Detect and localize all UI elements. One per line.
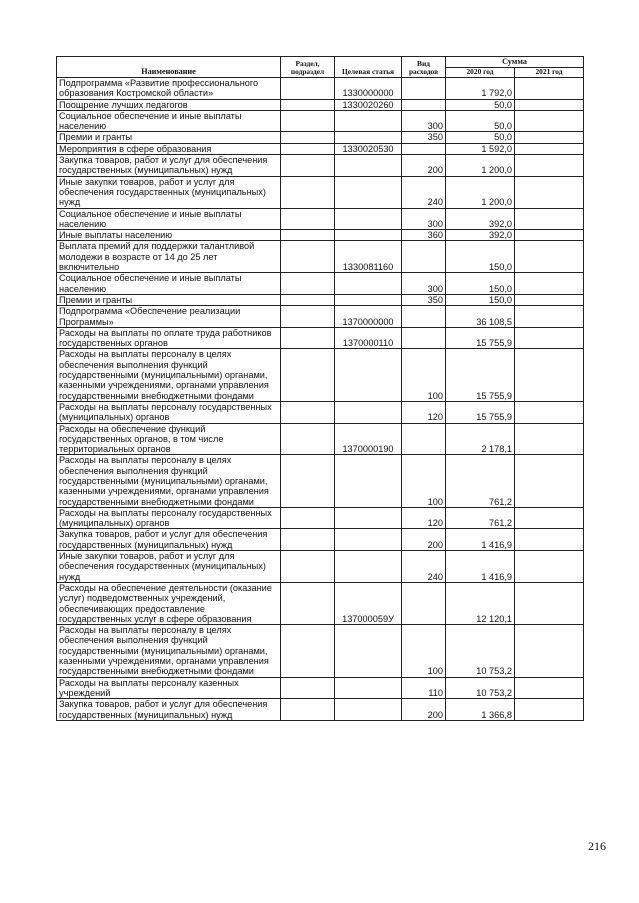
cell-y2020: 2 178,1 [446,423,515,455]
cell-type: 300 [402,273,446,295]
cell-target [335,625,402,677]
budget-table [56,56,584,721]
cell-y2021 [515,294,584,305]
table-row [57,529,584,551]
cell-y2020: 12 120,1 [446,582,515,624]
cell-y2020: 761,2 [446,455,515,507]
cell-section [281,78,335,100]
cell-target: 1330020260 [335,99,402,110]
cell-name: Премии и гранты [57,132,281,143]
cell-type [402,327,446,349]
cell-name: Выплата премий для поддержки талантливой молодежи в возрасте от 14 до 25 лет включительно [57,241,281,273]
cell-y2021 [515,155,584,177]
cell-y2021 [515,176,584,208]
cell-section [281,273,335,295]
cell-type: 300 [402,110,446,132]
table-row [57,327,584,349]
cell-name: Расходы на обеспечение деятельности (оказание услуг) подведомственных учреждений, обеспечивающих предоставление государственных услуг в сфере образования [57,582,281,624]
cell-name: Мероприятия в сфере образования [57,143,281,154]
cell-name: Расходы на выплаты по оплате труда работников государственных органов [57,327,281,349]
cell-y2020: 15 755,9 [446,401,515,423]
cell-y2021 [515,529,584,551]
cell-section [281,349,335,401]
cell-section [281,625,335,677]
cell-y2021 [515,99,584,110]
page-number: 216 [588,839,606,853]
cell-target [335,155,402,177]
table-row [57,551,584,583]
cell-section [281,529,335,551]
cell-y2020: 50,0 [446,132,515,143]
cell-section [281,582,335,624]
cell-name: Подпрограмма «Обеспечение реализации Программы» [57,306,281,328]
table-row [57,349,584,401]
cell-target [335,273,402,295]
cell-y2021 [515,143,584,154]
cell-section [281,455,335,507]
cell-y2020: 1 792,0 [446,78,515,100]
cell-y2021 [515,582,584,624]
cell-type: 200 [402,155,446,177]
cell-y2020: 1 366,8 [446,699,515,721]
cell-type: 240 [402,176,446,208]
cell-name: Расходы на выплаты персоналу казенных учреждений [57,677,281,699]
cell-y2021 [515,625,584,677]
header-sum: Сумма [446,57,584,68]
cell-y2021 [515,507,584,529]
header-name: Наименование [57,57,281,78]
cell-y2021 [515,241,584,273]
table-row [57,78,584,100]
cell-section [281,306,335,328]
cell-y2020: 761,2 [446,507,515,529]
cell-target [335,699,402,721]
cell-type: 110 [402,677,446,699]
cell-type [402,99,446,110]
cell-y2021 [515,423,584,455]
table-row [57,423,584,455]
cell-section [281,208,335,230]
cell-target [335,349,402,401]
cell-target [335,294,402,305]
cell-y2021 [515,132,584,143]
cell-section [281,143,335,154]
cell-y2020: 150,0 [446,273,515,295]
cell-section [281,99,335,110]
cell-type: 100 [402,455,446,507]
cell-type [402,143,446,154]
cell-target [335,401,402,423]
cell-name: Расходы на выплаты персоналу государственных (муниципальных) органов [57,507,281,529]
cell-section [281,507,335,529]
cell-type: 300 [402,208,446,230]
table-row [57,110,584,132]
table-row [57,230,584,241]
cell-y2021 [515,401,584,423]
cell-y2021 [515,677,584,699]
cell-y2020: 1 200,0 [446,155,515,177]
cell-name: Расходы на выплаты персоналу в целях обеспечения выполнения функций государственными (муниципальными) органами, казенными учреждениями, органами управления государственными внебюджетными фондами [57,455,281,507]
cell-y2021 [515,551,584,583]
header-year-2020: 2020 год [446,68,515,78]
cell-type [402,582,446,624]
table-row [57,132,584,143]
cell-y2021 [515,699,584,721]
table-row [57,155,584,177]
cell-y2021 [515,110,584,132]
cell-name: Закупка товаров, работ и услуг для обеспечения государственных (муниципальных) нужд [57,529,281,551]
cell-type: 200 [402,699,446,721]
cell-name: Премии и гранты [57,294,281,305]
cell-section [281,110,335,132]
table-row [57,294,584,305]
cell-type [402,306,446,328]
cell-target [335,529,402,551]
table-row [57,143,584,154]
cell-y2020: 150,0 [446,241,515,273]
cell-type [402,241,446,273]
cell-type: 120 [402,507,446,529]
cell-y2020: 1 416,9 [446,551,515,583]
cell-section [281,423,335,455]
cell-name: Социальное обеспечение и иные выплаты населению [57,208,281,230]
table-row [57,99,584,110]
cell-target [335,551,402,583]
table-header [57,57,584,78]
cell-name: Иные закупки товаров, работ и услуг для обеспечения государственных (муниципальных) нужд [57,551,281,583]
cell-type: 120 [402,401,446,423]
cell-name: Расходы на выплаты персоналу в целях обеспечения выполнения функций государственными (муниципальными) органами, казенными учреждениями, органами управления государственными внебюджетными фондами [57,625,281,677]
header-year-2021: 2021 год [515,68,584,78]
table-row [57,455,584,507]
cell-section [281,241,335,273]
cell-section [281,176,335,208]
cell-target: 137000059У [335,582,402,624]
cell-y2021 [515,306,584,328]
cell-y2021 [515,455,584,507]
cell-y2021 [515,230,584,241]
cell-y2020: 10 753,2 [446,677,515,699]
table-body [57,78,584,721]
cell-y2020: 50,0 [446,99,515,110]
table-row [57,582,584,624]
cell-name: Расходы на обеспечение функций государственных органов, в том числе территориальных органов [57,423,281,455]
cell-section [281,155,335,177]
table-row [57,241,584,273]
cell-section [281,230,335,241]
cell-type: 350 [402,132,446,143]
table-row [57,306,584,328]
cell-target [335,507,402,529]
table-row [57,401,584,423]
cell-target [335,455,402,507]
cell-target [335,132,402,143]
cell-name: Социальное обеспечение и иные выплаты населению [57,273,281,295]
cell-name: Расходы на выплаты персоналу в целях обеспечения выполнения функций государственными (муниципальными) органами, казенными учреждениями, органами управления государственными внебюджетными фондами [57,349,281,401]
cell-y2021 [515,78,584,100]
cell-target [335,110,402,132]
cell-name: Поощрение лучших педагогов [57,99,281,110]
cell-name: Закупка товаров, работ и услуг для обеспечения государственных (муниципальных) нужд [57,155,281,177]
cell-target: 1370000190 [335,423,402,455]
cell-y2020: 1 416,9 [446,529,515,551]
cell-type: 200 [402,529,446,551]
cell-section [281,699,335,721]
cell-type: 350 [402,294,446,305]
cell-target: 1330000000 [335,78,402,100]
table-row [57,208,584,230]
cell-section [281,401,335,423]
cell-target: 1370000110 [335,327,402,349]
cell-y2020: 15 755,9 [446,327,515,349]
cell-y2021 [515,327,584,349]
cell-target [335,208,402,230]
table-row [57,625,584,677]
cell-section [281,677,335,699]
table-row [57,507,584,529]
cell-name: Иные закупки товаров, работ и услуг для обеспечения государственных (муниципальных) нужд [57,176,281,208]
cell-y2020: 10 753,2 [446,625,515,677]
header-target: Целевая статья [335,57,402,78]
cell-section [281,132,335,143]
cell-type: 240 [402,551,446,583]
header-section: Раздел, подраздел [281,57,335,78]
table-row [57,176,584,208]
cell-type [402,78,446,100]
cell-y2020: 392,0 [446,230,515,241]
table-row [57,699,584,721]
cell-y2020: 15 755,9 [446,349,515,401]
cell-target [335,230,402,241]
cell-y2020: 392,0 [446,208,515,230]
cell-type: 360 [402,230,446,241]
cell-section [281,327,335,349]
cell-type: 100 [402,349,446,401]
cell-y2021 [515,349,584,401]
cell-y2020: 50,0 [446,110,515,132]
cell-target: 1330081160 [335,241,402,273]
cell-type [402,423,446,455]
cell-target: 1370000000 [335,306,402,328]
table-row [57,677,584,699]
cell-y2020: 36 108,5 [446,306,515,328]
cell-y2021 [515,208,584,230]
cell-type: 100 [402,625,446,677]
cell-name: Расходы на выплаты персоналу государственных (муниципальных) органов [57,401,281,423]
cell-name: Социальное обеспечение и иные выплаты населению [57,110,281,132]
table-row [57,273,584,295]
cell-section [281,294,335,305]
cell-name: Подпрограмма «Развитие профессионального образования Костромской области» [57,78,281,100]
cell-target [335,677,402,699]
cell-target: 1330020530 [335,143,402,154]
cell-target [335,176,402,208]
cell-y2020: 1 200,0 [446,176,515,208]
header-expense-type: Вид расходов [402,57,446,78]
cell-name: Закупка товаров, работ и услуг для обеспечения государственных (муниципальных) нужд [57,699,281,721]
cell-y2020: 150,0 [446,294,515,305]
cell-y2020: 1 592,0 [446,143,515,154]
cell-y2021 [515,273,584,295]
cell-name: Иные выплаты населению [57,230,281,241]
cell-section [281,551,335,583]
